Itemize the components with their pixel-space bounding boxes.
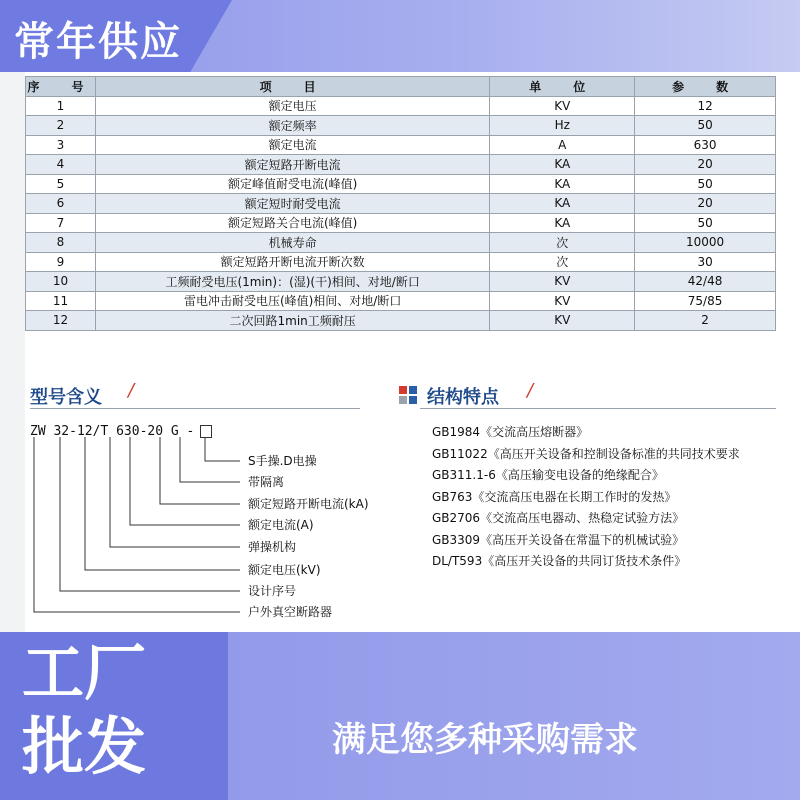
cell-value: 50 [635, 174, 776, 194]
cell-value: 630 [635, 135, 776, 155]
cell-item: 工频耐受电压(1min)：(湿)(干)相间、对地/断口 [95, 272, 489, 292]
cell-index: 3 [26, 135, 96, 155]
standard-item: GB311.1-6《高压输变电设备的绝缘配合》 [432, 468, 664, 482]
structure-title-underline [420, 408, 776, 409]
cell-index: 4 [26, 155, 96, 175]
standard-item: GB3309《高压开关设备在常温下的机械试验》 [432, 532, 685, 547]
cell-unit: KV [490, 311, 635, 331]
cell-index: 2 [26, 116, 96, 136]
model-section-title: 型号含义 [30, 387, 102, 408]
header-cell-item: 项 目 [95, 77, 489, 97]
cell-item: 额定峰值耐受电流(峰值) [95, 174, 489, 194]
cell-index: 9 [26, 252, 96, 272]
model-label: 户外真空断路器 [248, 605, 333, 619]
cell-index: 12 [26, 311, 96, 331]
model-label: 弹操机构 [248, 540, 297, 554]
cell-index: 6 [26, 194, 96, 214]
cell-item: 雷电冲击耐受电压(峰值)相间、对地/断口 [95, 291, 489, 311]
cell-value: 50 [635, 116, 776, 136]
cell-value: 2 [635, 311, 776, 331]
cell-unit: KA [490, 213, 635, 233]
standard-item: GB2706《交流高压电器动、热稳定试验方法》 [432, 511, 685, 525]
cell-item: 额定短时耐受电流 [95, 194, 489, 214]
model-label: 额定电压(kV) [248, 563, 321, 577]
footer-big-line-2: 批发 [22, 710, 147, 783]
standard-item: GB763《交流高压电器在长期工作时的发热》 [432, 489, 677, 504]
cell-index: 11 [26, 291, 96, 311]
cell-value: 42/48 [635, 272, 776, 292]
cell-value: 20 [635, 155, 776, 175]
model-label: 带隔离 [248, 475, 285, 489]
structure-title-slash: / [527, 380, 534, 401]
cell-value: 50 [635, 213, 776, 233]
cell-value: 12 [635, 96, 776, 116]
standard-item: GB1984《交流高压熔断器》 [432, 425, 589, 439]
cell-value: 10000 [635, 233, 776, 253]
model-label: 设计序号 [248, 584, 297, 598]
cell-unit: 次 [490, 233, 635, 253]
banner-title: 常年供应 [14, 19, 182, 65]
cell-item: 额定短路关合电流(峰值) [95, 213, 489, 233]
cell-item: 额定电压 [95, 96, 489, 116]
cell-index: 5 [26, 174, 96, 194]
cell-index: 8 [26, 233, 96, 253]
cell-unit: KA [490, 194, 635, 214]
cell-unit: KV [490, 291, 635, 311]
cell-item: 额定短路开断电流 [95, 155, 489, 175]
standard-item: GB11022《高压开关设备和控制设备标准的共同技术要求 [432, 446, 740, 461]
cell-value: 75/85 [635, 291, 776, 311]
cell-unit: A [490, 135, 635, 155]
header-cell-value: 参 数 [635, 77, 776, 97]
model-title-slash: / [128, 380, 135, 401]
footer-slogan: 满足您多种采购需求 [332, 720, 638, 760]
cell-index: 10 [26, 272, 96, 292]
cell-unit: KA [490, 155, 635, 175]
cell-unit: KV [490, 272, 635, 292]
cell-value: 30 [635, 252, 776, 272]
model-label: 额定电流(A) [248, 518, 314, 532]
cell-value: 20 [635, 194, 776, 214]
cell-item: 额定频率 [95, 116, 489, 136]
square-gray [399, 396, 407, 404]
cell-item: 额定短路开断电流开断次数 [95, 252, 489, 272]
footer-big-line-1: 工厂 [22, 636, 147, 709]
model-label: 额定短路开断电流(kA) [248, 497, 369, 511]
header-cell-index: 序 号 [26, 77, 96, 97]
model-label: S手操.D电操 [248, 454, 317, 468]
cell-item: 额定电流 [95, 135, 489, 155]
cell-unit: 次 [490, 252, 635, 272]
cell-index: 7 [26, 213, 96, 233]
cell-unit: Hz [490, 116, 635, 136]
square-blue-2 [409, 396, 417, 404]
cell-index: 1 [26, 96, 96, 116]
cell-item: 二次回路1min工频耐压 [95, 311, 489, 331]
standard-item: DL/T593《高压开关设备的共同订货技术条件》 [432, 554, 687, 568]
square-blue [409, 386, 417, 394]
structure-section-title: 结构特点 [427, 387, 499, 408]
model-code: ZW 32-12/T 630-20 G - [30, 424, 195, 439]
cell-item: 机械寿命 [95, 233, 489, 253]
squares-icon [399, 386, 417, 404]
header-cell-unit: 单 位 [490, 77, 635, 97]
square-red [399, 386, 407, 394]
cell-unit: KV [490, 96, 635, 116]
cell-unit: KA [490, 174, 635, 194]
